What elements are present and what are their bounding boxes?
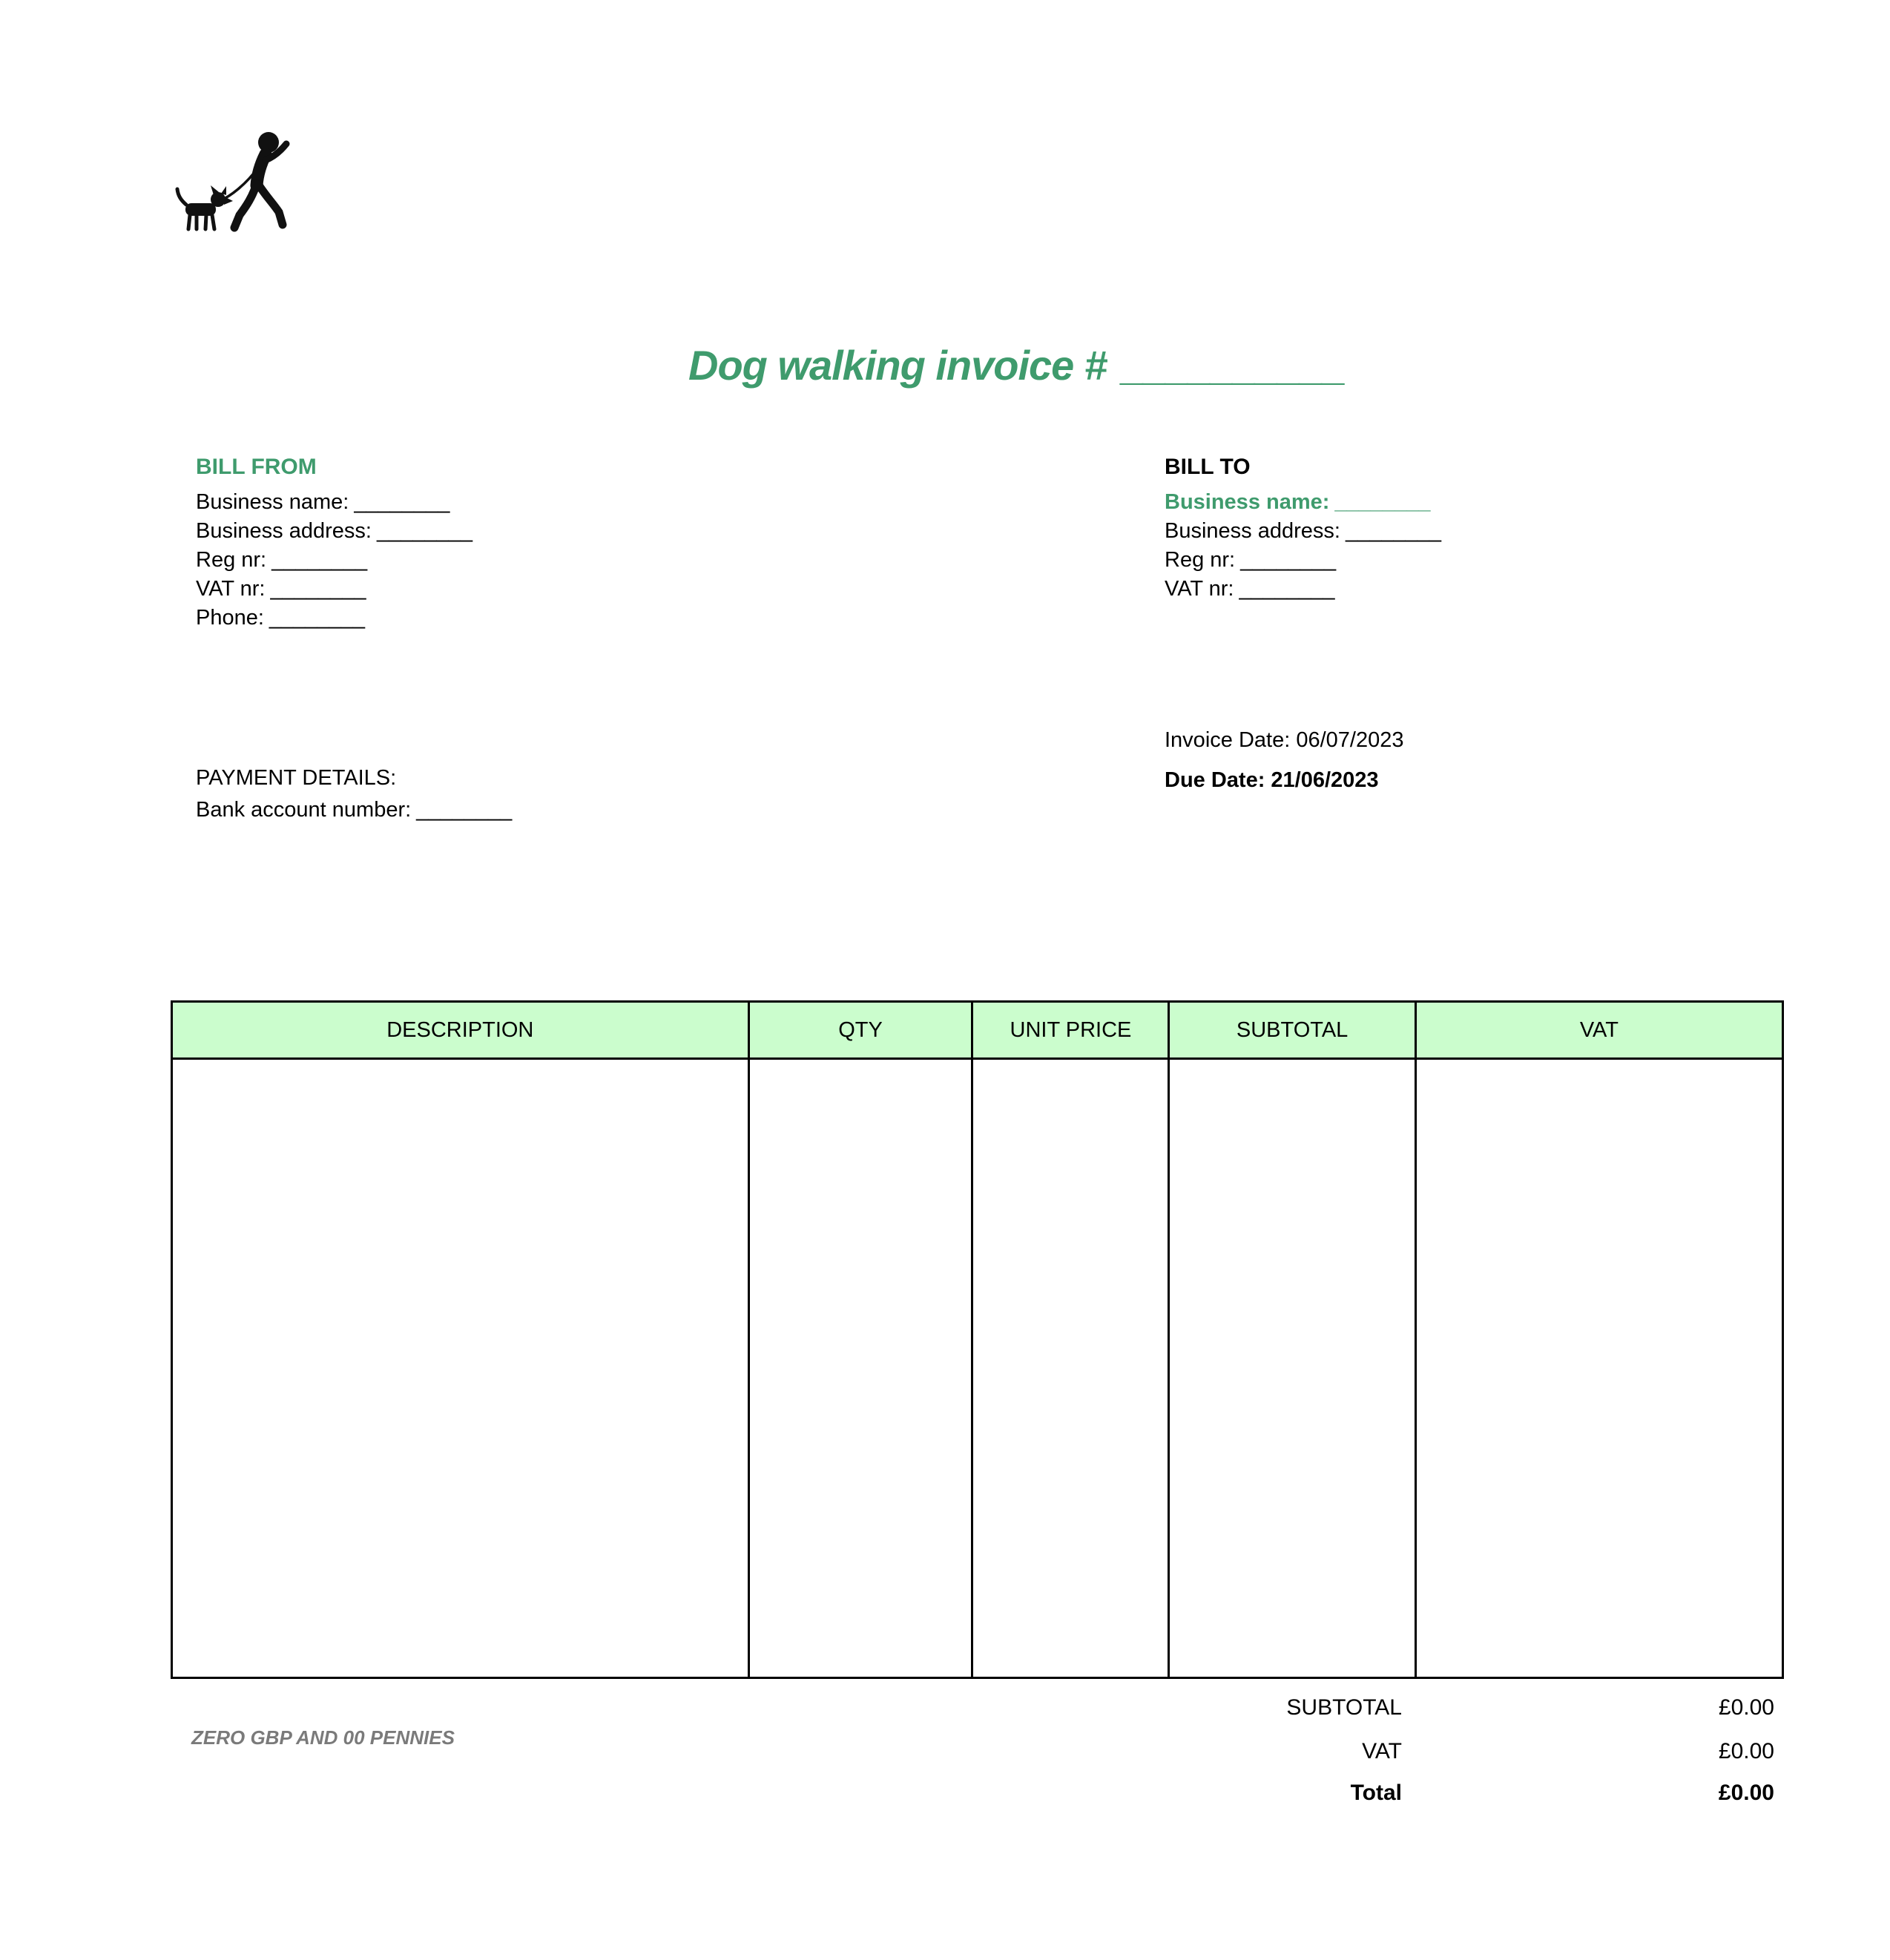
field-blank: ________	[1334, 490, 1431, 514]
bill-from-heading: BILL FROM	[196, 455, 317, 479]
cell-description	[172, 1059, 749, 1678]
bill-from-section	[196, 452, 472, 633]
bill-to-section	[1165, 452, 1441, 604]
field-blank: ________	[1240, 548, 1337, 572]
col-header-vat: VAT	[1415, 1002, 1782, 1059]
payment-details-section	[196, 762, 512, 826]
field-blank: ________	[376, 519, 472, 543]
field-label: VAT nr:	[196, 577, 266, 601]
total-label: Total	[1350, 1781, 1402, 1805]
cell-unit-price	[972, 1059, 1169, 1678]
invoice-date-line	[1165, 728, 1403, 753]
col-header-unit-price: UNIT PRICE	[972, 1002, 1169, 1059]
payment-details-heading: PAYMENT DETAILS:	[196, 766, 397, 790]
field-vat-nr	[196, 575, 472, 604]
due-date-line	[1165, 768, 1379, 793]
col-header-qty: QTY	[748, 1002, 972, 1059]
bill-to-heading: BILL TO	[1165, 455, 1251, 479]
field-label: Reg nr:	[1165, 548, 1236, 572]
field-label: Business name:	[1165, 490, 1330, 514]
field-label: Reg nr:	[196, 548, 267, 572]
field-business-address	[196, 517, 472, 546]
vat-value: £0.00	[1718, 1739, 1774, 1763]
subtotal-row	[171, 1695, 1774, 1726]
field-blank: ________	[354, 490, 450, 514]
cell-subtotal	[1169, 1059, 1415, 1678]
field-phone	[196, 604, 472, 633]
field-blank: ________	[269, 606, 365, 630]
field-blank: ________	[1239, 577, 1335, 601]
page-title-text: Dog walking invoice #	[688, 342, 1107, 389]
cell-vat	[1415, 1059, 1782, 1678]
field-business-address	[1165, 517, 1441, 546]
vat-label: VAT	[1362, 1739, 1402, 1763]
field-label: Business address:	[196, 519, 372, 543]
field-blank: ________	[270, 577, 366, 601]
field-blank: ________	[416, 798, 513, 822]
due-date-label: Due Date:	[1165, 768, 1265, 792]
field-bank-account-number	[196, 794, 512, 826]
items-table	[171, 1000, 1784, 1679]
total-row	[171, 1781, 1774, 1812]
invoice-date-label: Invoice Date:	[1165, 728, 1291, 752]
invoice-date-value: 06/07/2023	[1296, 728, 1404, 752]
field-blank: ________	[1345, 519, 1441, 543]
field-blank: ________	[271, 548, 368, 572]
amount-in-words: ZERO GBP AND 00 PENNIES	[191, 1726, 455, 1749]
field-business-name	[1165, 488, 1441, 517]
field-business-name	[196, 488, 472, 517]
field-label: VAT nr:	[1165, 577, 1234, 601]
field-label: Business name:	[196, 490, 349, 514]
invoice-number-blank: __________	[1122, 342, 1346, 389]
subtotal-value: £0.00	[1718, 1695, 1774, 1720]
cell-qty	[748, 1059, 972, 1678]
field-reg-nr	[1165, 546, 1441, 575]
field-label: Phone:	[196, 606, 264, 630]
field-label: Business address:	[1165, 519, 1340, 543]
field-label: Bank account number:	[196, 798, 412, 822]
col-header-description: DESCRIPTION	[172, 1002, 749, 1059]
col-header-subtotal: SUBTOTAL	[1169, 1002, 1415, 1059]
field-vat-nr	[1165, 575, 1441, 604]
total-value: £0.00	[1718, 1781, 1774, 1805]
page-title	[688, 341, 1346, 389]
due-date-value: 21/06/2023	[1271, 768, 1379, 792]
dog-walker-logo	[163, 125, 323, 260]
table-row	[172, 1059, 1783, 1678]
table-header-row	[172, 1002, 1783, 1059]
subtotal-label: SUBTOTAL	[1286, 1695, 1402, 1720]
field-reg-nr	[196, 546, 472, 575]
